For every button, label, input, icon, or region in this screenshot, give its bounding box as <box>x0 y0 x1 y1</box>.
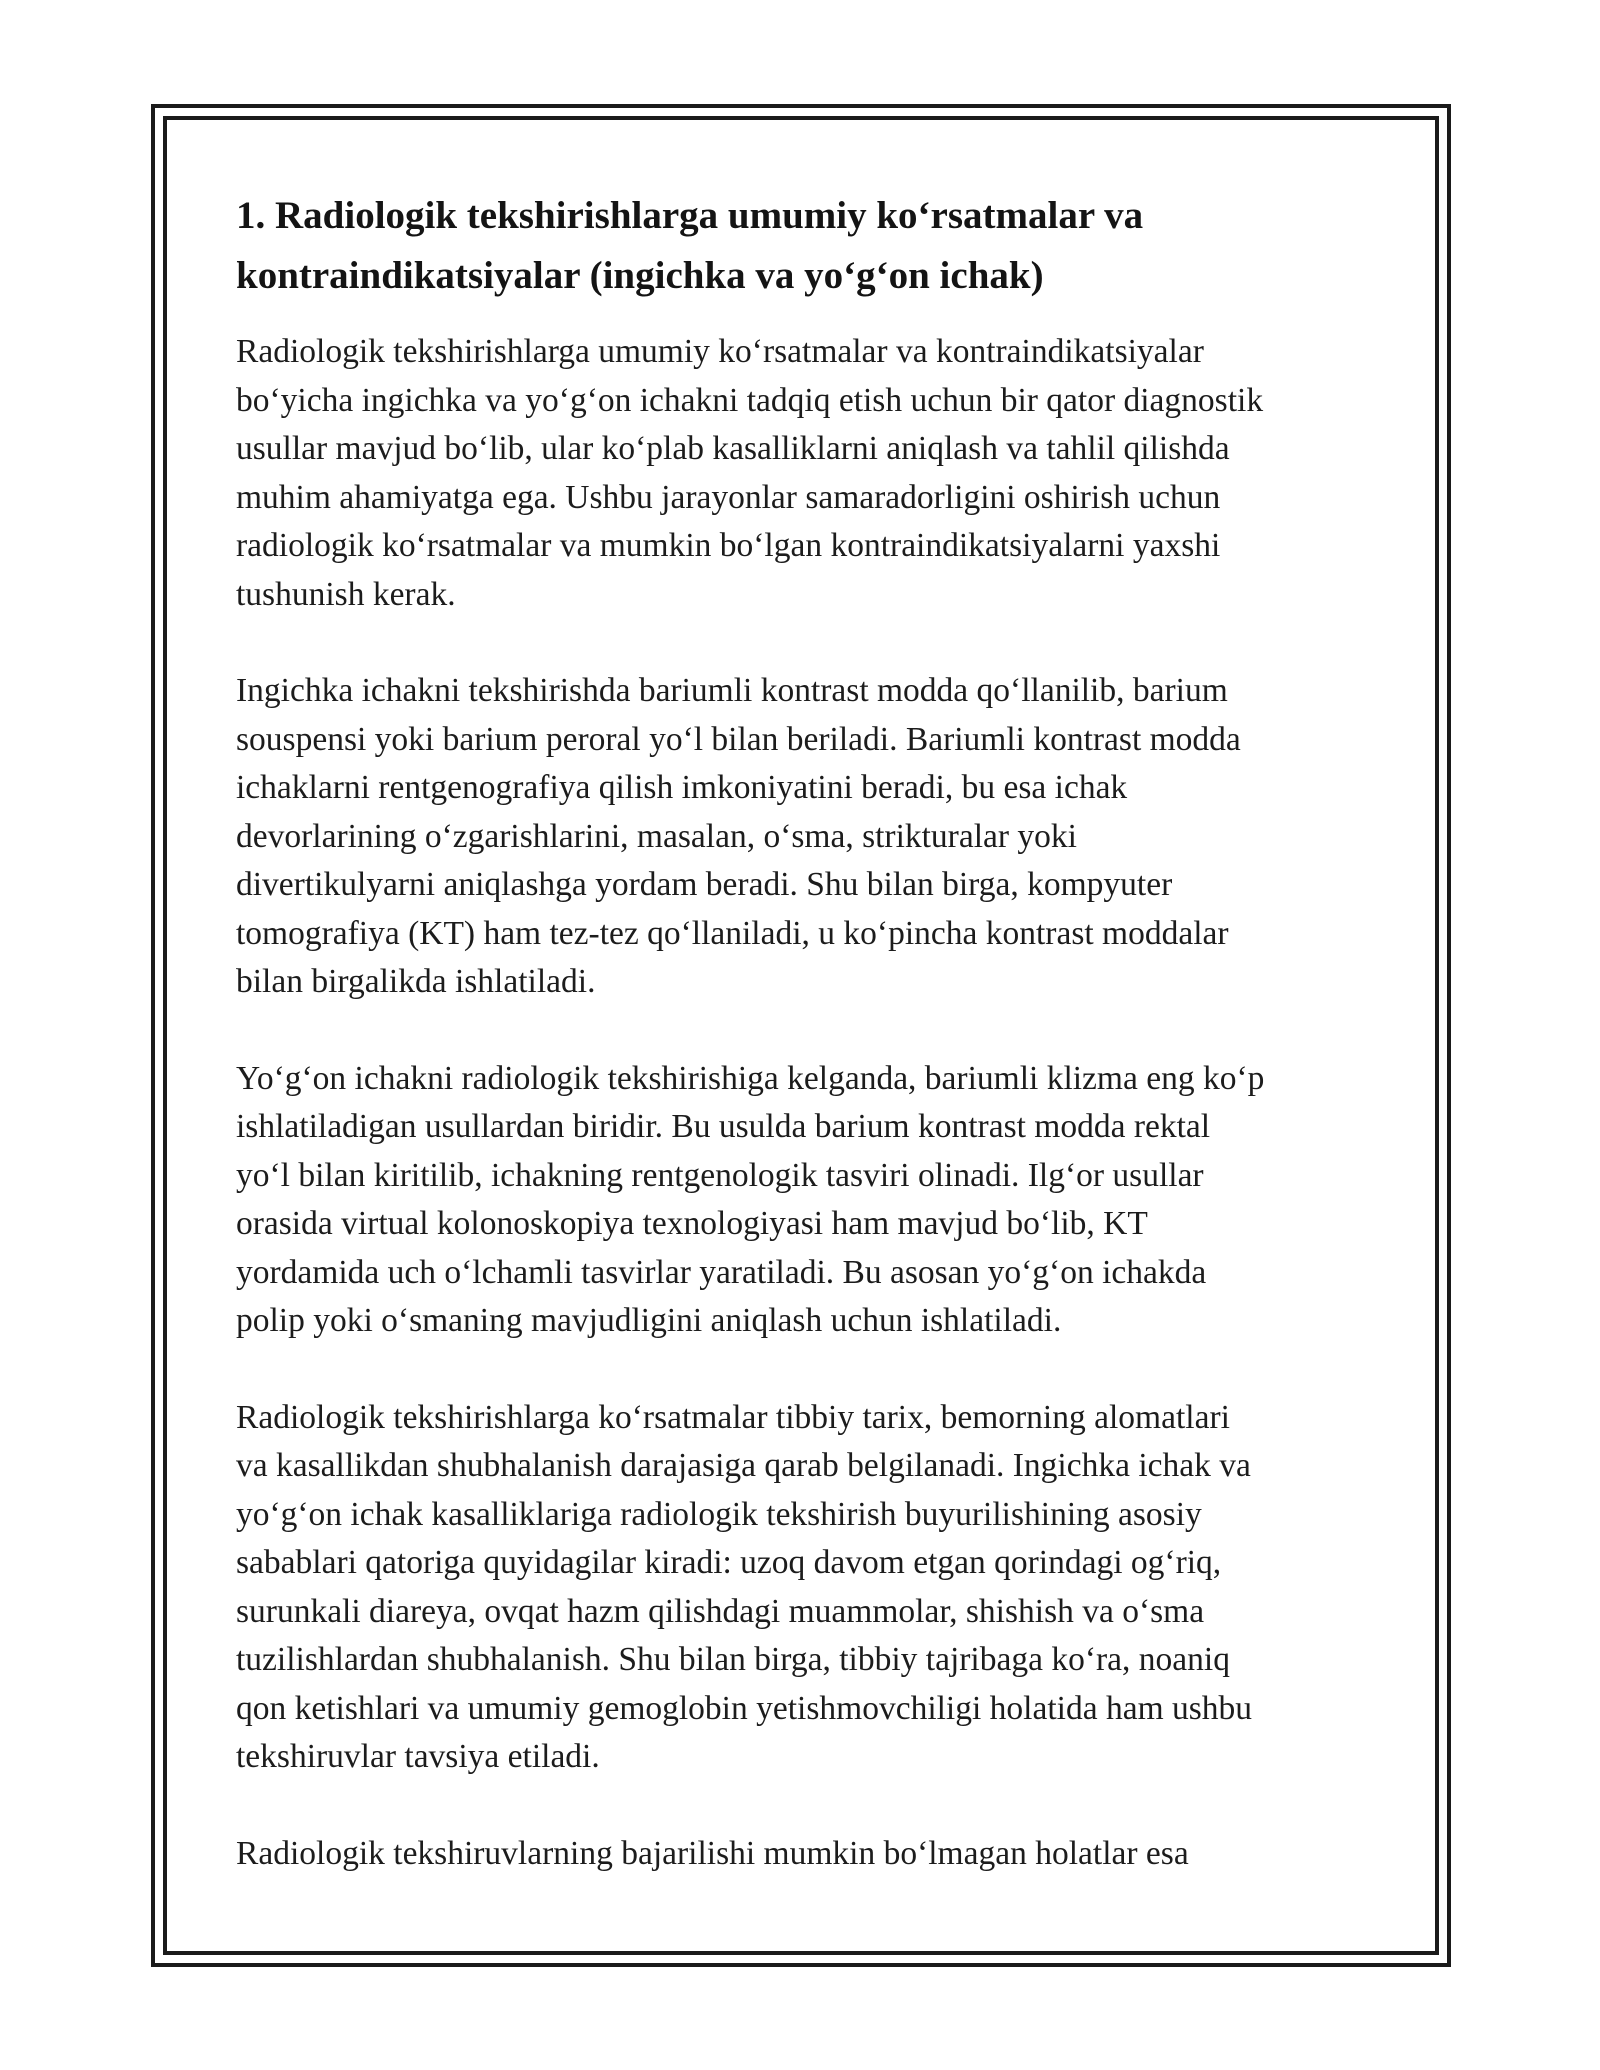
text-line: Yo‘g‘on ichakni radiologik tekshirishiga kelganda, bariumli klizma eng ko‘p <box>236 1059 1265 1097</box>
text-line: Ingichka ichakni tekshirishda bariumli kontrast modda qo‘llanilib, barium <box>236 672 1228 709</box>
heading-line: 1. Radiologik tekshirishlarga umumiy ko‘rsatmalar va <box>236 194 1144 237</box>
text-line: orasida virtual kolonoskopiya texnologiyasi ham mavjud bo‘lib, KT <box>236 1205 1148 1242</box>
text-line: muhim ahamiyatga ega. Ushbu jarayonlar samaradorligini oshirish uchun <box>236 478 1221 516</box>
text-line: tuzilishlardan shubhalanish. Shu bilan birga, tibbiy tajribaga ko‘ra, noaniq <box>236 1641 1230 1678</box>
text-line: polip yoki o‘smaning mavjudligini aniqlash uchun ishlatiladi. <box>236 1302 1062 1339</box>
text-line: divertikulyarni aniqlashga yordam beradi. Shu bilan birga, kompyuter <box>236 866 1173 903</box>
text-line: Radiologik tekshiruvlarning bajarilishi mumkin bo‘lmagan holatlar esa <box>236 1834 1189 1872</box>
paragraph-large-intestine <box>236 1055 1376 1346</box>
text-line: souspensi yoki barium peroral yo‘l bilan beriladi. Bariumli kontrast modda <box>236 720 1241 758</box>
heading-line: kontraindikatsiyalar (ingichka va yo‘g‘on ichak) <box>236 254 1044 297</box>
paragraph-contraindications <box>236 1830 1376 1879</box>
section-heading <box>236 186 1376 306</box>
text-line: Radiologik tekshirishlarga ko‘rsatmalar tibbiy tarix, bemorning alomatlari <box>236 1398 1230 1436</box>
text-line: bilan birgalikda ishlatiladi. <box>236 963 596 1000</box>
text-line: surunkali diareya, ovqat hazm qilishdagi muammolar, shishish va o‘sma <box>236 1592 1205 1630</box>
text-line: qon ketishlari va umumiy gemoglobin yetishmovchiligi holatida ham ushbu <box>236 1689 1253 1727</box>
text-line: tomografiya (KT) ham tez-tez qo‘llaniladi, u ko‘pincha kontrast moddalar <box>236 914 1229 952</box>
text-line: devorlarining o‘zgarishlarini, masalan, o‘sma, strikturalar yoki <box>236 817 1077 855</box>
text-line: radiologik ko‘rsatmalar va mumkin bo‘lgan kontraindikatsiyalarni yaxshi <box>236 527 1221 564</box>
document-body <box>236 186 1376 1878</box>
paragraph-small-intestine <box>236 667 1376 1007</box>
text-line: bo‘yicha ingichka va yo‘g‘on ichakni tadqiq etish uchun bir qator diagnostik <box>236 381 1264 419</box>
paragraph-introduction <box>236 328 1376 619</box>
text-line: Radiologik tekshirishlarga umumiy ko‘rsatmalar va kontraindikatsiyalar <box>236 333 1204 370</box>
text-line: yo‘l bilan kiritilib, ichakning rentgenologik tasviri olinadi. Ilg‘or usullar <box>236 1156 1204 1194</box>
text-line: sabablari qatoriga quyidagilar kiradi: uzoq davom etgan qorindagi og‘riq, <box>236 1544 1222 1581</box>
paragraph-indications <box>236 1394 1376 1782</box>
text-line: usullar mavjud bo‘lib, ular ko‘plab kasalliklarni aniqlash va tahlil qilishda <box>236 430 1230 467</box>
text-line: yordamida uch o‘lchamli tasvirlar yaratiladi. Bu asosan yo‘g‘on ichakda <box>236 1253 1207 1291</box>
text-line: ishlatiladigan usullardan biridir. Bu usulda barium kontrast modda rektal <box>236 1108 1211 1145</box>
text-line: tushunish kerak. <box>236 575 456 613</box>
text-line: ichaklarni rentgenografiya qilish imkoniyatini beradi, bu esa ichak <box>236 769 1128 806</box>
text-line: va kasallikdan shubhalanish darajasiga qarab belgilanadi. Ingichka ichak va <box>236 1447 1251 1484</box>
text-line: tekshiruvlar tavsiya etiladi. <box>236 1738 600 1775</box>
text-line: yo‘g‘on ichak kasalliklariga radiologik tekshirish buyurilishining asosiy <box>236 1495 1202 1533</box>
